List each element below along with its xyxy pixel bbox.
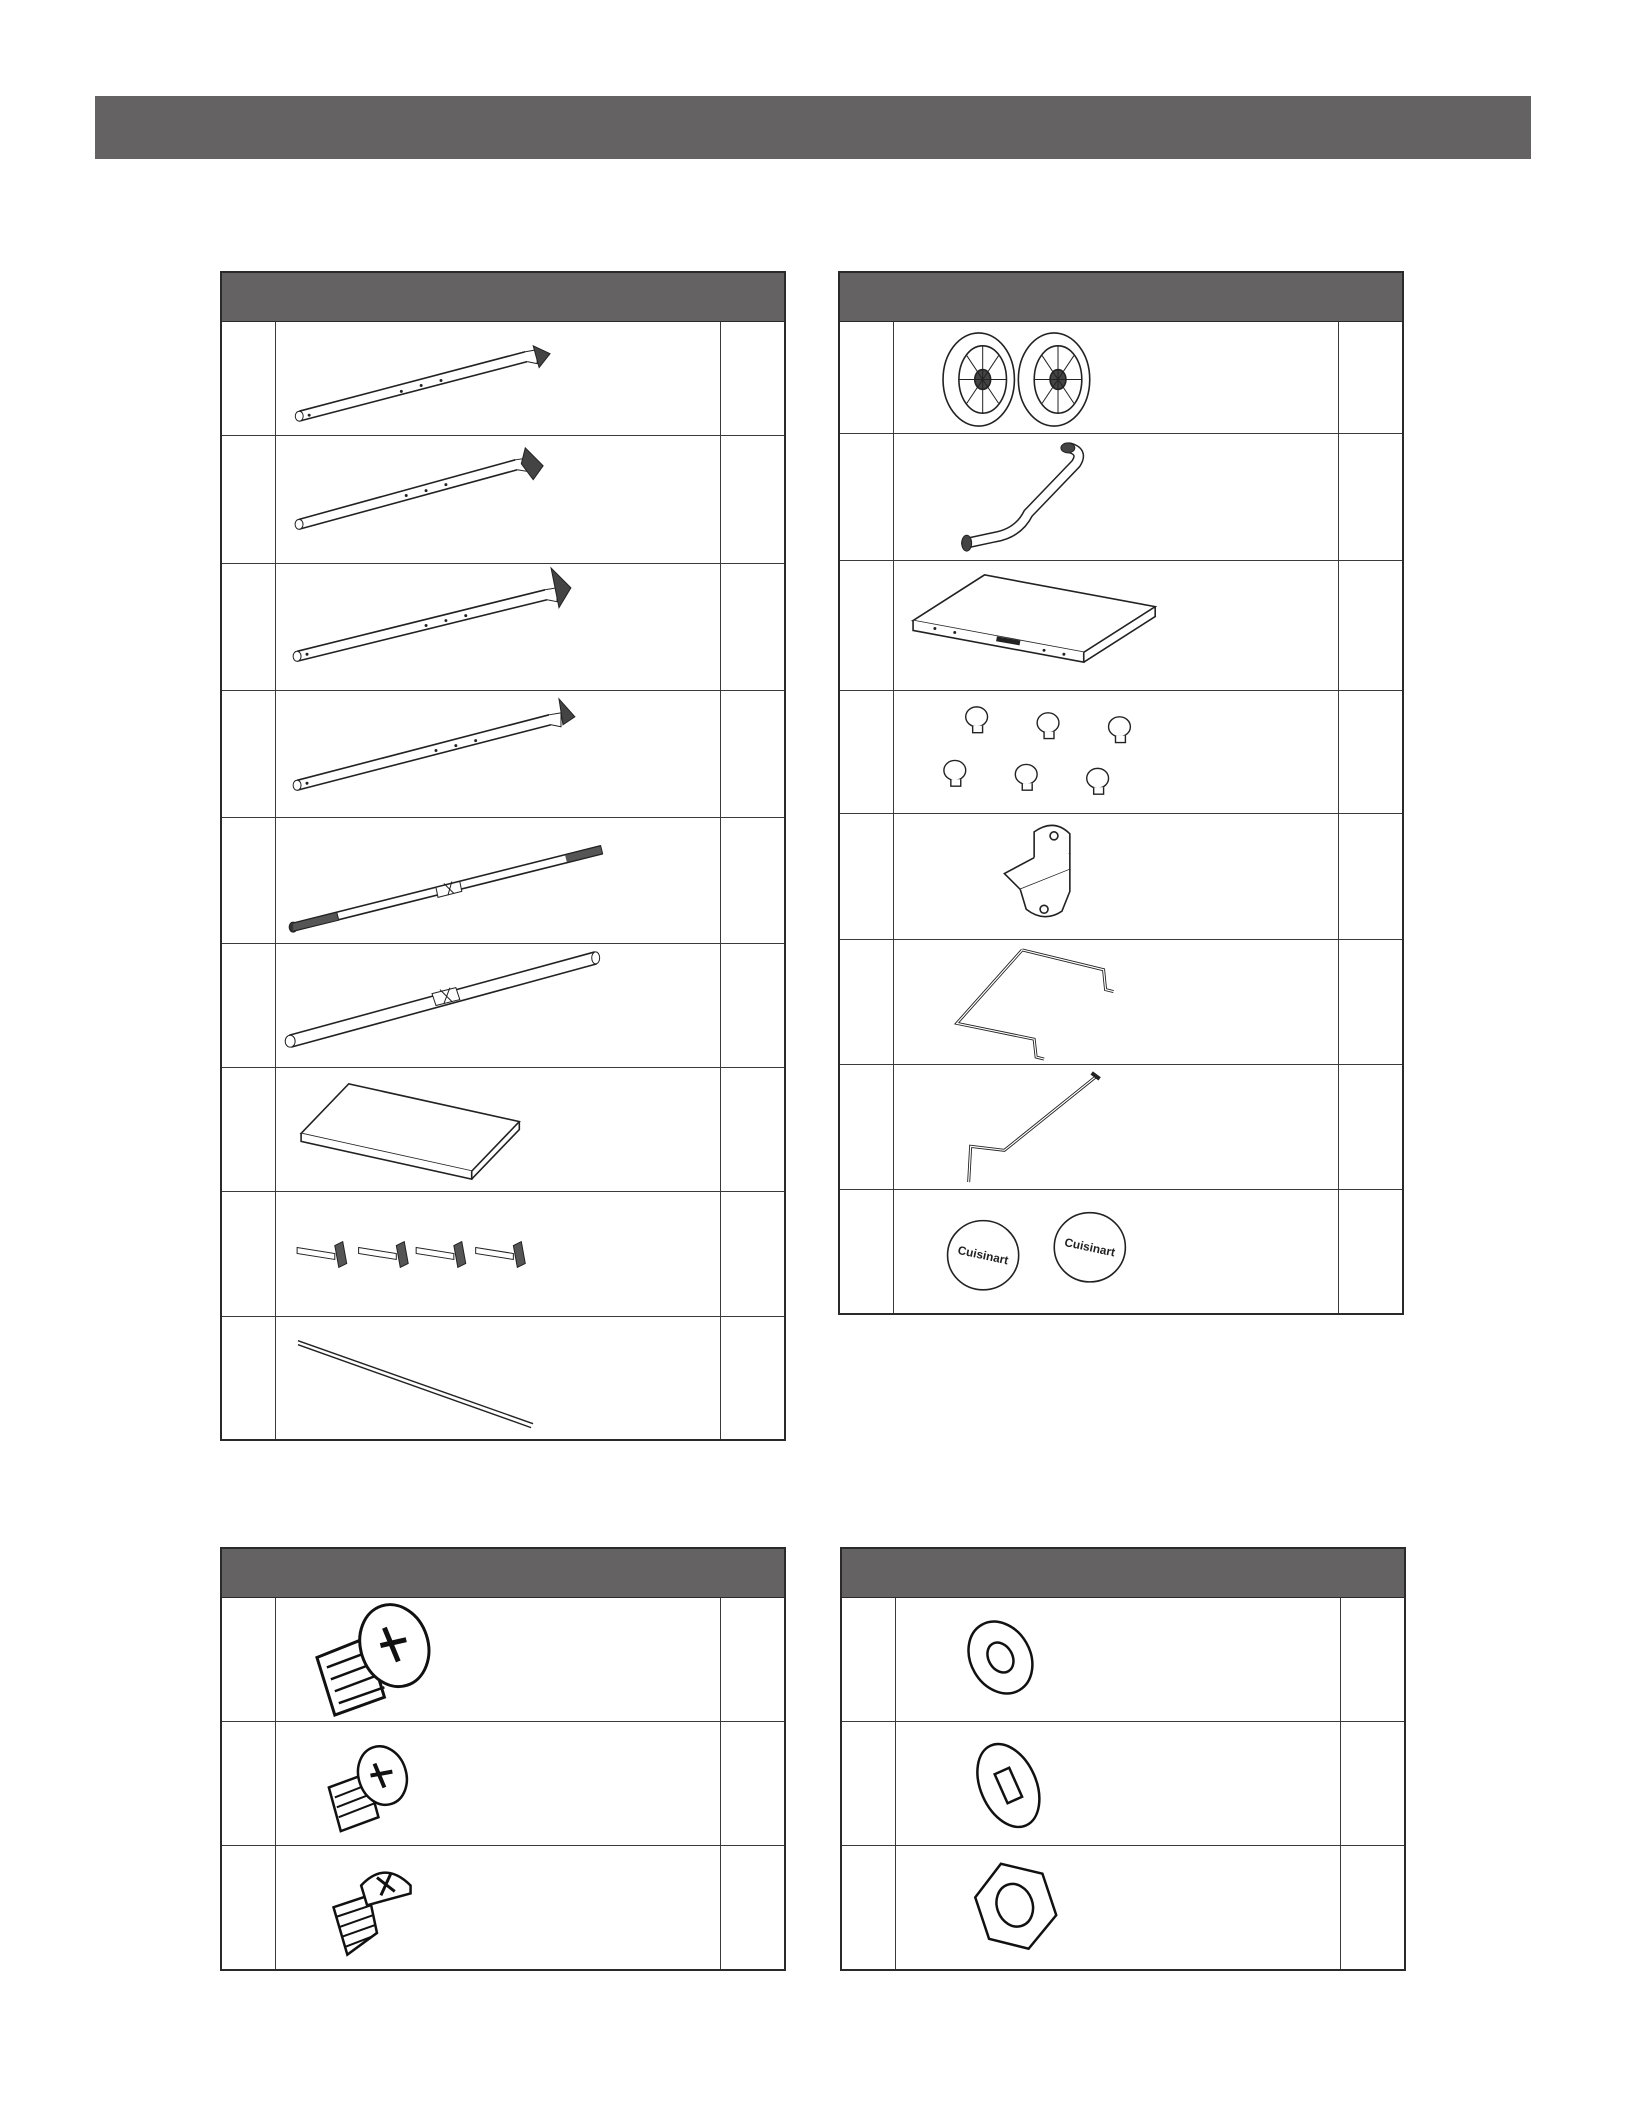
part-number-cell bbox=[221, 1722, 275, 1846]
part-image-cell bbox=[893, 940, 1339, 1065]
leg-tube-icon bbox=[276, 564, 721, 690]
table-row bbox=[839, 434, 1403, 561]
part-qty-cell bbox=[1339, 1065, 1403, 1190]
part-image-cell bbox=[895, 1846, 1341, 1970]
part-number-cell bbox=[221, 691, 275, 818]
hardware-table-right bbox=[840, 1547, 1406, 1971]
part-qty-cell bbox=[721, 1598, 785, 1722]
shelf-panel-icon bbox=[276, 1068, 721, 1191]
table-row bbox=[841, 1846, 1405, 1970]
part-number-cell bbox=[839, 322, 893, 434]
table-row bbox=[221, 436, 785, 564]
part-qty-cell bbox=[1339, 561, 1403, 691]
part-image-cell bbox=[895, 1598, 1341, 1722]
table-row bbox=[221, 944, 785, 1068]
table-header bbox=[841, 1548, 1405, 1598]
part-number-cell bbox=[839, 691, 893, 814]
table-row bbox=[221, 1068, 785, 1192]
badge-logo-text: Cuisinart bbox=[956, 1242, 1010, 1268]
crossbar-tube-icon bbox=[276, 944, 721, 1067]
table-row bbox=[839, 814, 1403, 940]
table-row bbox=[221, 818, 785, 944]
hardware-table-left bbox=[220, 1547, 786, 1971]
part-number-cell bbox=[839, 561, 893, 691]
part-qty-cell bbox=[1339, 691, 1403, 814]
leg-tube-icon bbox=[276, 691, 721, 817]
part-number-cell bbox=[221, 1192, 275, 1317]
table-header bbox=[839, 272, 1403, 322]
part-number-cell bbox=[221, 1598, 275, 1722]
parts-table-right bbox=[838, 271, 1404, 1315]
knob-icon bbox=[894, 691, 1339, 813]
part-image-cell bbox=[893, 434, 1339, 561]
table-row bbox=[221, 1722, 785, 1846]
crossbar-tube-icon bbox=[276, 818, 721, 943]
part-qty-cell bbox=[721, 818, 785, 944]
table-row bbox=[839, 940, 1403, 1065]
part-number-cell bbox=[841, 1598, 895, 1722]
badge-logo-text: Cuisinart bbox=[1062, 1235, 1116, 1260]
part-number-cell bbox=[221, 1846, 275, 1970]
part-number-cell bbox=[841, 1722, 895, 1846]
handle-icon bbox=[894, 434, 1339, 560]
part-image-cell bbox=[275, 1846, 721, 1970]
part-qty-cell bbox=[721, 436, 785, 564]
table-header bbox=[221, 272, 785, 322]
wheel-icon bbox=[894, 322, 1339, 433]
part-number-cell bbox=[839, 940, 893, 1065]
leg-tube-icon bbox=[276, 322, 721, 435]
table-row bbox=[221, 322, 785, 436]
tray-icon bbox=[894, 561, 1339, 690]
part-image-cell bbox=[275, 944, 721, 1068]
part-qty-cell bbox=[721, 564, 785, 691]
table-row bbox=[221, 564, 785, 691]
part-image-cell bbox=[275, 818, 721, 944]
part-image-cell bbox=[895, 1722, 1341, 1846]
bolt-large-icon bbox=[276, 1598, 721, 1721]
square-washer-icon bbox=[896, 1722, 1341, 1845]
part-qty-cell bbox=[1341, 1846, 1405, 1970]
part-image-cell bbox=[275, 564, 721, 691]
table-header bbox=[221, 1548, 785, 1598]
parts-table-left bbox=[220, 271, 786, 1441]
wire-rack-icon bbox=[894, 940, 1339, 1064]
part-qty-cell bbox=[721, 1317, 785, 1440]
table-row bbox=[841, 1722, 1405, 1846]
table-row bbox=[221, 1846, 785, 1970]
bracket-icon bbox=[894, 814, 1339, 939]
part-qty-cell bbox=[1341, 1722, 1405, 1846]
badge-icon bbox=[894, 1190, 1339, 1313]
part-qty-cell bbox=[721, 1846, 785, 1970]
part-number-cell bbox=[221, 818, 275, 944]
part-number-cell bbox=[221, 322, 275, 436]
part-number-cell bbox=[839, 1190, 893, 1314]
part-qty-cell bbox=[721, 1722, 785, 1846]
part-qty-cell bbox=[1339, 434, 1403, 561]
part-image-cell bbox=[893, 1065, 1339, 1190]
table-row bbox=[221, 1317, 785, 1440]
part-number-cell bbox=[221, 944, 275, 1068]
hex-nut-icon bbox=[896, 1846, 1341, 1969]
bolt-small-icon bbox=[276, 1722, 721, 1845]
part-qty-cell bbox=[721, 1068, 785, 1192]
part-qty-cell bbox=[1339, 814, 1403, 940]
part-image-cell bbox=[893, 814, 1339, 940]
part-image-cell bbox=[275, 436, 721, 564]
header-banner bbox=[95, 96, 1531, 159]
part-number-cell bbox=[221, 1317, 275, 1440]
axle-rod-icon bbox=[276, 1317, 721, 1439]
part-image-cell bbox=[893, 561, 1339, 691]
part-qty-cell bbox=[721, 944, 785, 1068]
part-image-cell bbox=[893, 1190, 1339, 1314]
part-image-cell bbox=[893, 322, 1339, 434]
part-number-cell bbox=[221, 436, 275, 564]
part-image-cell bbox=[893, 691, 1339, 814]
table-row bbox=[839, 1190, 1403, 1314]
part-image-cell bbox=[275, 1317, 721, 1440]
part-image-cell bbox=[275, 1192, 721, 1317]
part-qty-cell bbox=[1339, 322, 1403, 434]
part-qty-cell bbox=[721, 691, 785, 818]
part-number-cell bbox=[221, 564, 275, 691]
part-qty-cell bbox=[1341, 1598, 1405, 1722]
part-number-cell bbox=[839, 814, 893, 940]
part-qty-cell bbox=[721, 322, 785, 436]
part-qty-cell bbox=[1339, 940, 1403, 1065]
part-number-cell bbox=[841, 1846, 895, 1970]
table-row bbox=[841, 1598, 1405, 1722]
table-row bbox=[221, 1192, 785, 1317]
table-row bbox=[839, 561, 1403, 691]
hook-rod-icon bbox=[894, 1065, 1339, 1189]
part-qty-cell bbox=[721, 1192, 785, 1317]
part-number-cell bbox=[839, 1065, 893, 1190]
thumb-screw-icon bbox=[276, 1192, 721, 1316]
part-image-cell bbox=[275, 322, 721, 436]
table-row bbox=[839, 322, 1403, 434]
part-image-cell bbox=[275, 691, 721, 818]
part-image-cell bbox=[275, 1598, 721, 1722]
self-tapping-screw-icon bbox=[276, 1846, 721, 1969]
part-image-cell bbox=[275, 1722, 721, 1846]
table-row bbox=[221, 1598, 785, 1722]
table-row bbox=[839, 691, 1403, 814]
part-qty-cell bbox=[1339, 1190, 1403, 1314]
table-row bbox=[839, 1065, 1403, 1190]
table-row bbox=[221, 691, 785, 818]
part-number-cell bbox=[839, 434, 893, 561]
flat-washer-icon bbox=[896, 1598, 1341, 1721]
leg-tube-icon bbox=[276, 436, 721, 563]
part-image-cell bbox=[275, 1068, 721, 1192]
part-number-cell bbox=[221, 1068, 275, 1192]
